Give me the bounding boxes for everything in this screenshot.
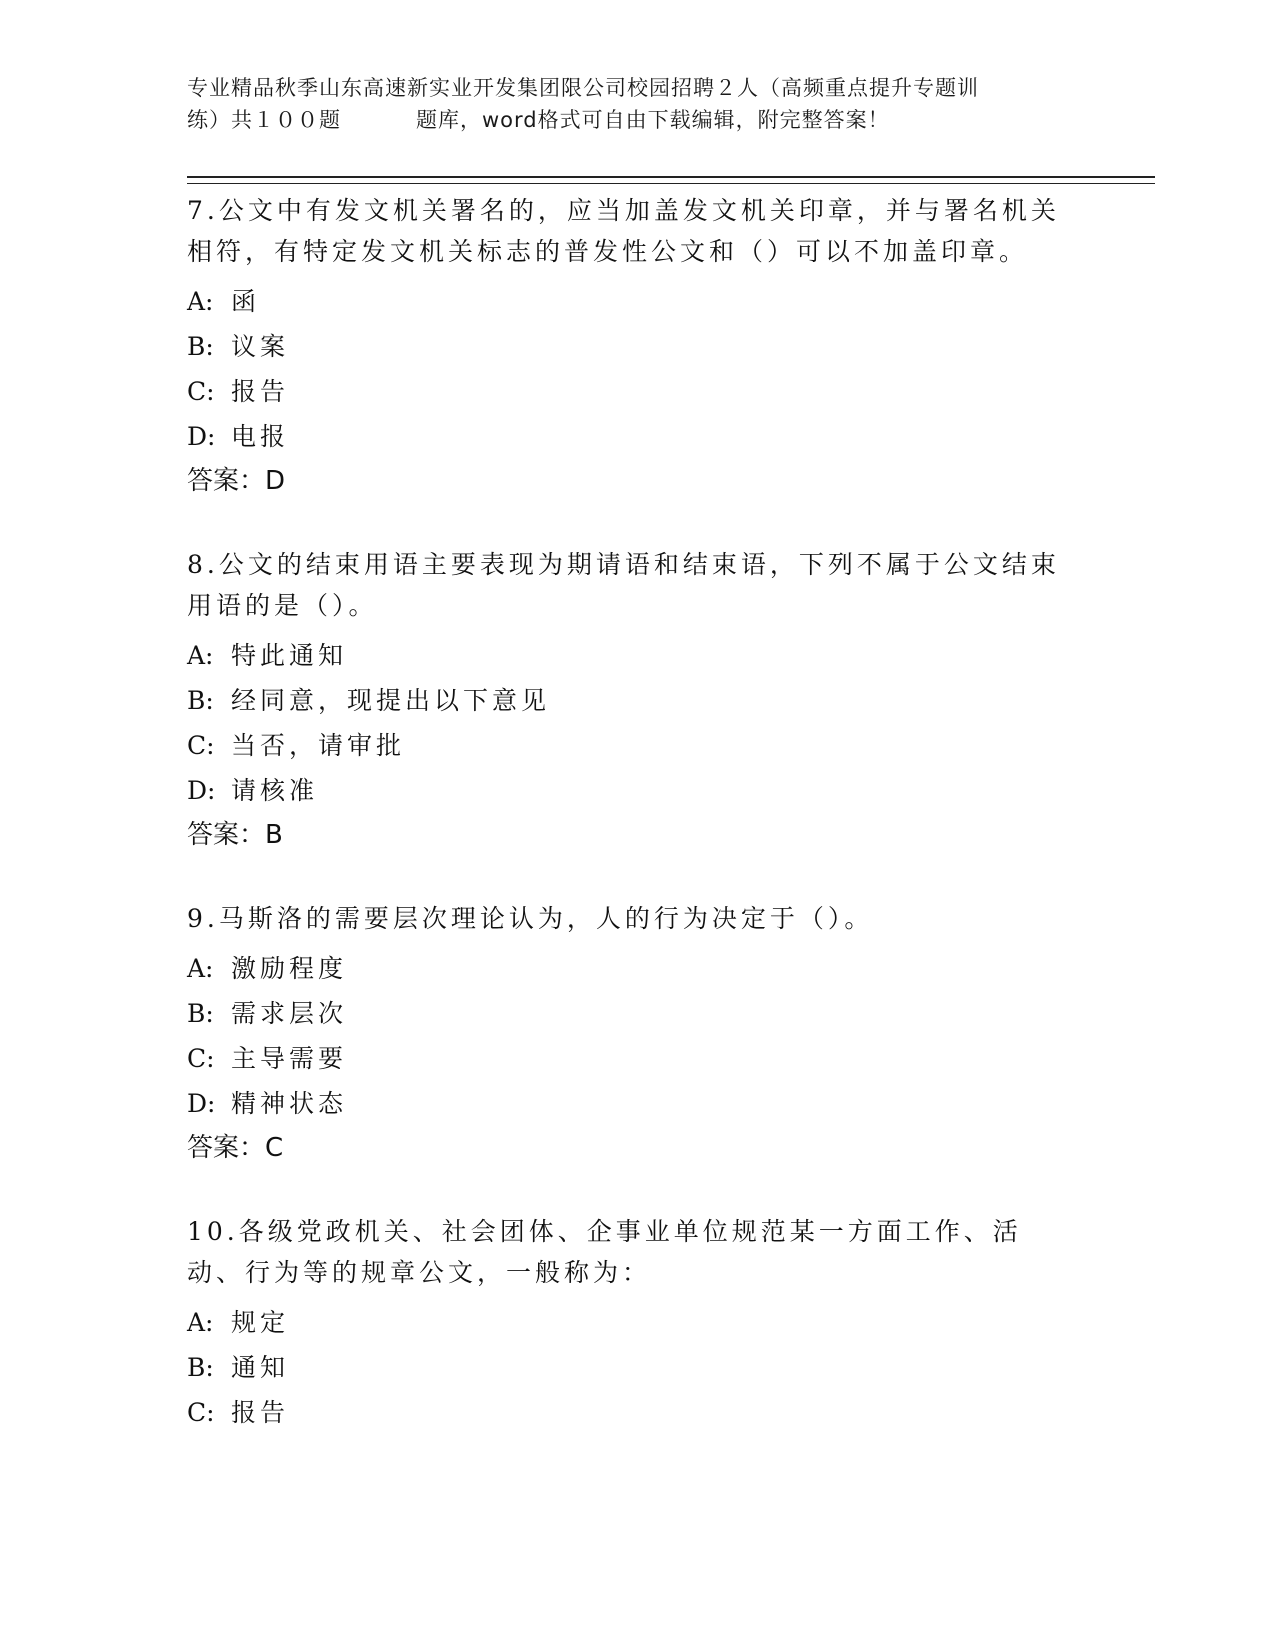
option-letter: A: — [187, 641, 214, 670]
question-9 — [187, 898, 1067, 1163]
option-a — [187, 641, 1067, 671]
option-letter: B: — [187, 1353, 214, 1382]
option-b — [187, 686, 1067, 716]
header-divider-thin — [187, 183, 1155, 184]
question-8 — [187, 544, 1067, 850]
header-line-1: 专业精品秋季山东高速新实业开发集团限公司校园招聘２人（高频重点提升专题训 — [187, 76, 979, 100]
option-text: 请核准 — [231, 776, 319, 805]
option-text: 电报 — [231, 422, 290, 451]
option-letter: C: — [187, 377, 215, 406]
option-b — [187, 332, 1067, 362]
option-letter: A: — [187, 287, 214, 316]
question-stem: 9.马斯洛的需要层次理论认为，人的行为决定于（）。 — [187, 904, 874, 933]
header-line-2-part-2: 题库，word格式可自由下载编辑，附完整答案！ — [416, 108, 890, 132]
question-stem: 7.公文中有发文机关署名的，应当加盖发文机关印章，并与署名机关相符，有特定发文机关标志的普发性公文和（）可以不加盖印章。 — [187, 196, 1060, 266]
option-text: 激励程度 — [231, 954, 348, 983]
option-text: 报告 — [231, 377, 290, 406]
option-a — [187, 954, 1067, 984]
option-text: 当否，请审批 — [231, 731, 406, 760]
option-a — [187, 287, 1067, 317]
option-b — [187, 1353, 1067, 1383]
option-letter: B: — [187, 332, 214, 361]
header-line-2 — [187, 104, 1087, 136]
option-c — [187, 731, 1067, 761]
option-text: 经同意，现提出以下意见 — [231, 686, 551, 715]
option-d — [187, 422, 1067, 452]
option-letter: C: — [187, 731, 215, 760]
option-b — [187, 999, 1067, 1029]
option-text: 精神状态 — [231, 1089, 348, 1118]
document-header — [187, 72, 1087, 136]
question-10 — [187, 1211, 1067, 1428]
option-text: 需求层次 — [231, 999, 348, 1028]
option-letter: B: — [187, 999, 214, 1028]
option-letter: C: — [187, 1044, 215, 1073]
option-letter: B: — [187, 686, 214, 715]
question-stem: 8.公文的结束用语主要表现为期请语和结束语，下列不属于公文结束用语的是（）。 — [187, 550, 1060, 620]
option-text: 主导需要 — [231, 1044, 348, 1073]
option-letter: A: — [187, 954, 214, 983]
option-d — [187, 1089, 1067, 1119]
option-text: 规定 — [231, 1308, 290, 1337]
option-letter: D: — [187, 1089, 216, 1118]
header-divider-thick — [187, 176, 1155, 178]
answer-line: 答案：B — [187, 820, 283, 850]
option-c — [187, 377, 1067, 407]
question-7 — [187, 190, 1067, 496]
question-stem: 10.各级党政机关、社会团体、企事业单位规范某一方面工作、活动、行为等的规章公文，一般称为： — [187, 1217, 1022, 1287]
option-text: 通知 — [231, 1353, 290, 1382]
option-text: 函 — [231, 287, 261, 316]
answer-line: 答案：C — [187, 1133, 284, 1163]
option-a — [187, 1308, 1067, 1338]
option-letter: D: — [187, 776, 216, 805]
option-letter: C: — [187, 1398, 215, 1427]
option-letter: A: — [187, 1308, 214, 1337]
option-text: 报告 — [231, 1398, 290, 1427]
question-list — [187, 190, 1067, 1476]
option-c — [187, 1044, 1067, 1074]
option-letter: D: — [187, 422, 216, 451]
option-c — [187, 1398, 1067, 1428]
answer-line: 答案：D — [187, 466, 286, 496]
option-text: 特此通知 — [231, 641, 348, 670]
option-d — [187, 776, 1067, 806]
option-text: 议案 — [231, 332, 290, 361]
header-line-2-part-1: 练）共１００题 — [187, 108, 341, 132]
